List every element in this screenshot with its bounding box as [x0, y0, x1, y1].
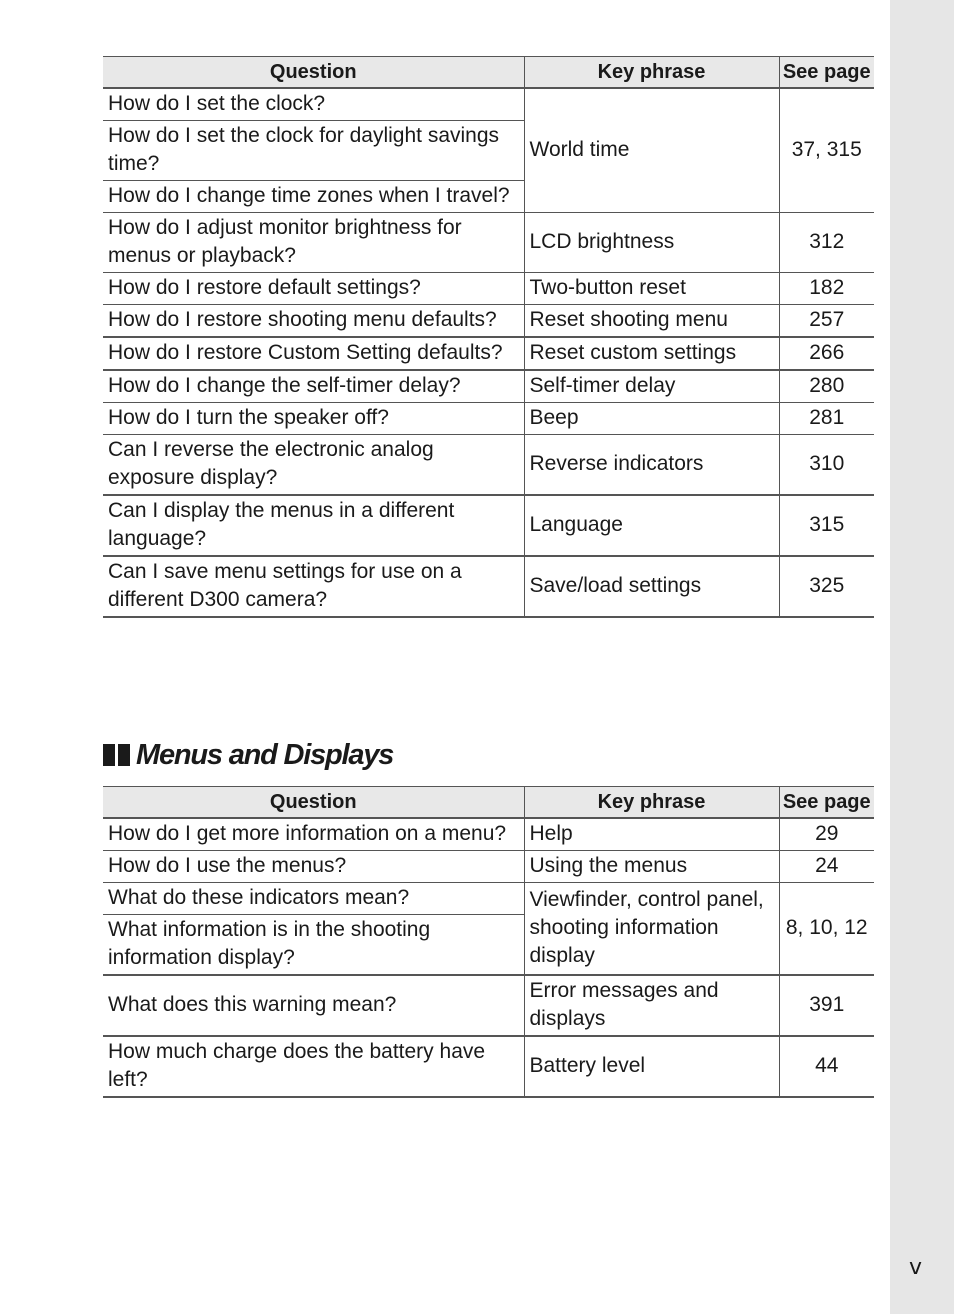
key-phrase-cell: Beep [524, 403, 779, 435]
table-header-row [103, 57, 874, 89]
question-cell: How do I set the clock? [103, 88, 524, 121]
header-see-page: See page [779, 787, 874, 819]
page-side-strip [890, 0, 954, 1314]
key-phrase-cell: Help [524, 818, 779, 851]
page-cell: 280 [779, 370, 874, 403]
question-cell: How do I set the clock for daylight savings time? [103, 121, 524, 181]
key-phrase-cell: Error messages and displays [524, 975, 779, 1036]
question-cell: How do I restore Custom Setting defaults? [103, 337, 524, 370]
section-title: Menus and Displays [136, 738, 394, 771]
question-cell: How do I restore shooting menu defaults? [103, 305, 524, 338]
key-phrase-cell: Reset shooting menu [524, 305, 779, 338]
question-cell: How do I restore default settings? [103, 273, 524, 305]
question-cell: How do I use the menus? [103, 851, 524, 883]
table-row [103, 305, 874, 338]
question-cell: What information is in the shooting information display? [103, 915, 524, 976]
key-phrase-cell: Self-timer delay [524, 370, 779, 403]
page-cell: 24 [779, 851, 874, 883]
page-cell: 266 [779, 337, 874, 370]
page-number: v [908, 1255, 922, 1280]
faq-table-general [103, 56, 874, 618]
page-cell: 29 [779, 818, 874, 851]
table-row [103, 818, 874, 851]
key-phrase-cell: Viewfinder, control panel, shooting information display [524, 883, 779, 976]
question-cell: How do I get more information on a menu? [103, 818, 524, 851]
question-cell: What do these indicators mean? [103, 883, 524, 915]
page-cell: 281 [779, 403, 874, 435]
page-cell: 44 [779, 1036, 874, 1097]
page-cell: 8, 10, 12 [779, 883, 874, 976]
header-key-phrase: Key phrase [524, 787, 779, 819]
key-phrase-cell: Using the menus [524, 851, 779, 883]
section-marker-icon [103, 744, 130, 766]
table-row [103, 556, 874, 617]
page-cell: 310 [779, 435, 874, 496]
key-phrase-cell: Language [524, 495, 779, 556]
page-cell: 315 [779, 495, 874, 556]
key-phrase-cell: World time [524, 88, 779, 213]
page-cell: 37, 315 [779, 88, 874, 213]
section-heading [103, 734, 393, 776]
key-phrase-cell: Save/load settings [524, 556, 779, 617]
page-cell: 325 [779, 556, 874, 617]
key-phrase-cell: Reset custom settings [524, 337, 779, 370]
header-key-phrase: Key phrase [524, 57, 779, 89]
key-phrase-cell: Reverse indicators [524, 435, 779, 496]
question-cell: Can I reverse the electronic analog exposure display? [103, 435, 524, 496]
table-header-row [103, 787, 874, 819]
key-phrase-cell: LCD brightness [524, 213, 779, 273]
page-cell: 391 [779, 975, 874, 1036]
table-row [103, 337, 874, 370]
question-cell: How do I change the self-timer delay? [103, 370, 524, 403]
table-row [103, 273, 874, 305]
header-question: Question [103, 787, 524, 819]
question-cell: How much charge does the battery have left? [103, 1036, 524, 1097]
question-cell: What does this warning mean? [103, 975, 524, 1036]
question-cell: Can I save menu settings for use on a different D300 camera? [103, 556, 524, 617]
page-cell: 182 [779, 273, 874, 305]
table-row [103, 975, 874, 1036]
table-row [103, 883, 874, 915]
question-cell: How do I change time zones when I travel? [103, 181, 524, 213]
question-cell: How do I turn the speaker off? [103, 403, 524, 435]
question-cell: How do I adjust monitor brightness for menus or playback? [103, 213, 524, 273]
table-row [103, 403, 874, 435]
page-cell: 312 [779, 213, 874, 273]
table-row [103, 1036, 874, 1097]
faq-table-menus-displays [103, 786, 874, 1098]
key-phrase-cell: Battery level [524, 1036, 779, 1097]
header-see-page: See page [779, 57, 874, 89]
key-phrase-cell: Two-button reset [524, 273, 779, 305]
table-row [103, 435, 874, 496]
table-row [103, 370, 874, 403]
table-row [103, 495, 874, 556]
question-cell: Can I display the menus in a different language? [103, 495, 524, 556]
header-question: Question [103, 57, 524, 89]
page-cell: 257 [779, 305, 874, 338]
table-row [103, 213, 874, 273]
table-row [103, 88, 874, 121]
table-row [103, 851, 874, 883]
